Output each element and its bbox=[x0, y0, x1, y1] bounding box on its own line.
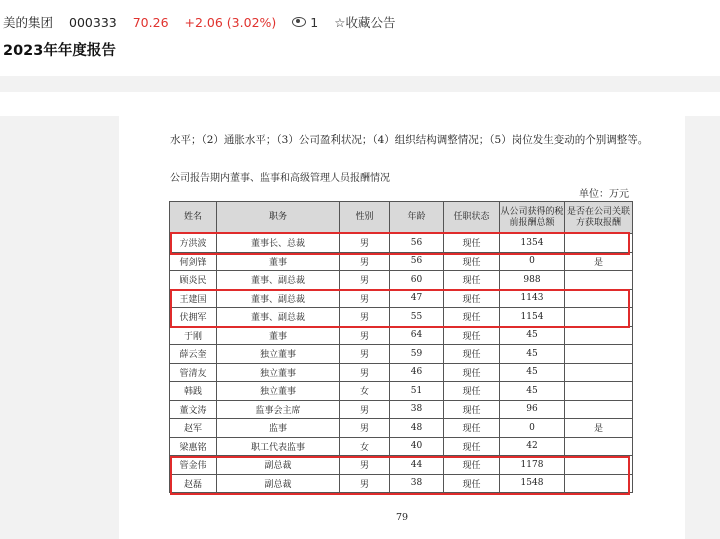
favorite-button[interactable]: ☆收藏公告 bbox=[334, 15, 396, 30]
cell-status: 现任 bbox=[444, 271, 500, 290]
header-pay: 从公司获得的税前报酬总额 bbox=[500, 202, 565, 234]
cell-position: 副总裁 bbox=[217, 474, 340, 493]
cell-related-pay bbox=[565, 345, 633, 364]
header-related-pay: 是否在公司关联方获取报酬 bbox=[565, 202, 633, 234]
cell-gender: 男 bbox=[340, 363, 390, 382]
cell-age: 38 bbox=[390, 400, 444, 419]
cell-age: 44 bbox=[390, 456, 444, 475]
cell-age: 56 bbox=[390, 234, 444, 253]
cell-name: 董文涛 bbox=[170, 400, 217, 419]
cell-position: 董事、副总裁 bbox=[217, 289, 340, 308]
page-number: 79 bbox=[395, 512, 409, 523]
cell-gender: 女 bbox=[340, 382, 390, 401]
stock-code: 000333 bbox=[69, 14, 117, 30]
cell-name: 管金伟 bbox=[170, 456, 217, 475]
table-row bbox=[170, 363, 633, 382]
header-gender: 性别 bbox=[340, 202, 390, 234]
cell-gender: 男 bbox=[340, 456, 390, 475]
cell-gender: 男 bbox=[340, 400, 390, 419]
cell-position: 董事 bbox=[217, 326, 340, 345]
cell-status: 现任 bbox=[444, 474, 500, 493]
cell-pay: 1548 bbox=[500, 474, 565, 493]
table-row bbox=[170, 345, 633, 364]
cell-age: 59 bbox=[390, 345, 444, 364]
header-position: 职务 bbox=[217, 202, 340, 234]
cell-pay: 45 bbox=[500, 326, 565, 345]
cell-related-pay bbox=[565, 382, 633, 401]
cell-position: 独立董事 bbox=[217, 345, 340, 364]
table-row bbox=[170, 437, 633, 456]
cell-related-pay bbox=[565, 437, 633, 456]
highlight-box bbox=[170, 232, 630, 255]
cell-name: 伏拥军 bbox=[170, 308, 217, 327]
stock-info-line bbox=[3, 13, 411, 31]
cell-status: 现任 bbox=[444, 252, 500, 271]
header-name: 姓名 bbox=[170, 202, 217, 234]
cell-name: 赵军 bbox=[170, 419, 217, 438]
cell-name: 于刚 bbox=[170, 326, 217, 345]
cell-status: 现任 bbox=[444, 382, 500, 401]
cell-pay: 1143 bbox=[500, 289, 565, 308]
table-row bbox=[170, 271, 633, 290]
cell-pay: 1178 bbox=[500, 456, 565, 475]
cell-pay: 45 bbox=[500, 345, 565, 364]
cell-gender: 女 bbox=[340, 437, 390, 456]
table-header-row bbox=[170, 202, 633, 234]
cell-related-pay bbox=[565, 271, 633, 290]
company-name[interactable]: 美的集团 bbox=[3, 15, 54, 30]
cell-pay: 96 bbox=[500, 400, 565, 419]
cell-gender: 男 bbox=[340, 234, 390, 253]
price-change: +2.06 (3.02%) bbox=[184, 14, 277, 30]
cell-gender: 男 bbox=[340, 289, 390, 308]
cell-age: 46 bbox=[390, 363, 444, 382]
cell-gender: 男 bbox=[340, 308, 390, 327]
cell-name: 顾炎民 bbox=[170, 271, 217, 290]
cell-position: 监事 bbox=[217, 419, 340, 438]
cell-name: 何剑锋 bbox=[170, 252, 217, 271]
cell-position: 监事会主席 bbox=[217, 400, 340, 419]
section-title: 公司报告期内董事、监事和高级管理人员报酬情况 bbox=[170, 173, 390, 184]
cell-related-pay: 是 bbox=[565, 419, 633, 438]
viewer-toolbar-strip bbox=[0, 92, 720, 116]
cell-age: 47 bbox=[390, 289, 444, 308]
cell-status: 现任 bbox=[444, 234, 500, 253]
cell-pay: 0 bbox=[500, 419, 565, 438]
cell-gender: 男 bbox=[340, 271, 390, 290]
cell-related-pay: 是 bbox=[565, 252, 633, 271]
header-status: 任职状态 bbox=[444, 202, 500, 234]
cell-status: 现任 bbox=[444, 419, 500, 438]
cell-related-pay bbox=[565, 363, 633, 382]
cell-status: 现任 bbox=[444, 326, 500, 345]
cell-name: 薛云奎 bbox=[170, 345, 217, 364]
cell-age: 56 bbox=[390, 252, 444, 271]
cell-status: 现任 bbox=[444, 345, 500, 364]
cell-gender: 男 bbox=[340, 419, 390, 438]
cell-status: 现任 bbox=[444, 308, 500, 327]
view-count bbox=[292, 15, 318, 30]
table-row bbox=[170, 326, 633, 345]
cell-gender: 男 bbox=[340, 252, 390, 271]
cell-status: 现任 bbox=[444, 289, 500, 308]
cell-pay: 1154 bbox=[500, 308, 565, 327]
table-row bbox=[170, 382, 633, 401]
cell-gender: 男 bbox=[340, 326, 390, 345]
cell-pay: 1354 bbox=[500, 234, 565, 253]
highlight-box bbox=[170, 456, 630, 495]
cell-name: 王建国 bbox=[170, 289, 217, 308]
cell-age: 60 bbox=[390, 271, 444, 290]
cell-name: 梁惠铭 bbox=[170, 437, 217, 456]
table-row bbox=[170, 400, 633, 419]
cell-pay: 45 bbox=[500, 382, 565, 401]
table-row bbox=[170, 419, 633, 438]
cell-related-pay bbox=[565, 400, 633, 419]
report-title: 2023年年度报告 bbox=[3, 43, 116, 59]
unit-label: 单位：万元 bbox=[579, 189, 629, 200]
view-count-value: 1 bbox=[310, 14, 319, 30]
cell-name: 方洪波 bbox=[170, 234, 217, 253]
eye-icon bbox=[292, 17, 306, 27]
cell-age: 38 bbox=[390, 474, 444, 493]
cell-name: 管清友 bbox=[170, 363, 217, 382]
cell-position: 董事、副总裁 bbox=[217, 308, 340, 327]
cell-position: 董事长、总裁 bbox=[217, 234, 340, 253]
header-age: 年龄 bbox=[390, 202, 444, 234]
top-bar bbox=[0, 0, 720, 76]
cell-related-pay bbox=[565, 326, 633, 345]
cell-position: 独立董事 bbox=[217, 363, 340, 382]
cell-position: 独立董事 bbox=[217, 382, 340, 401]
cell-position: 董事 bbox=[217, 252, 340, 271]
cell-gender: 男 bbox=[340, 345, 390, 364]
cell-age: 64 bbox=[390, 326, 444, 345]
cell-status: 现任 bbox=[444, 456, 500, 475]
cell-name: 韩践 bbox=[170, 382, 217, 401]
intro-text: 水平；（2）通胀水平；（3）公司盈利状况；（4）组织结构调整情况；（5）岗位发生变动的个别调整等。 bbox=[170, 134, 649, 146]
cell-age: 48 bbox=[390, 419, 444, 438]
cell-position: 职工代表监事 bbox=[217, 437, 340, 456]
cell-position: 董事、副总裁 bbox=[217, 271, 340, 290]
cell-name: 赵磊 bbox=[170, 474, 217, 493]
cell-gender: 男 bbox=[340, 474, 390, 493]
document-page bbox=[119, 116, 685, 539]
cell-status: 现任 bbox=[444, 437, 500, 456]
cell-age: 40 bbox=[390, 437, 444, 456]
cell-pay: 988 bbox=[500, 271, 565, 290]
cell-status: 现任 bbox=[444, 400, 500, 419]
cell-status: 现任 bbox=[444, 363, 500, 382]
cell-position: 副总裁 bbox=[217, 456, 340, 475]
cell-age: 51 bbox=[390, 382, 444, 401]
cell-pay: 42 bbox=[500, 437, 565, 456]
highlight-box bbox=[170, 289, 630, 328]
stock-price: 70.26 bbox=[132, 14, 169, 30]
cell-pay: 0 bbox=[500, 252, 565, 271]
cell-age: 55 bbox=[390, 308, 444, 327]
cell-pay: 45 bbox=[500, 363, 565, 382]
